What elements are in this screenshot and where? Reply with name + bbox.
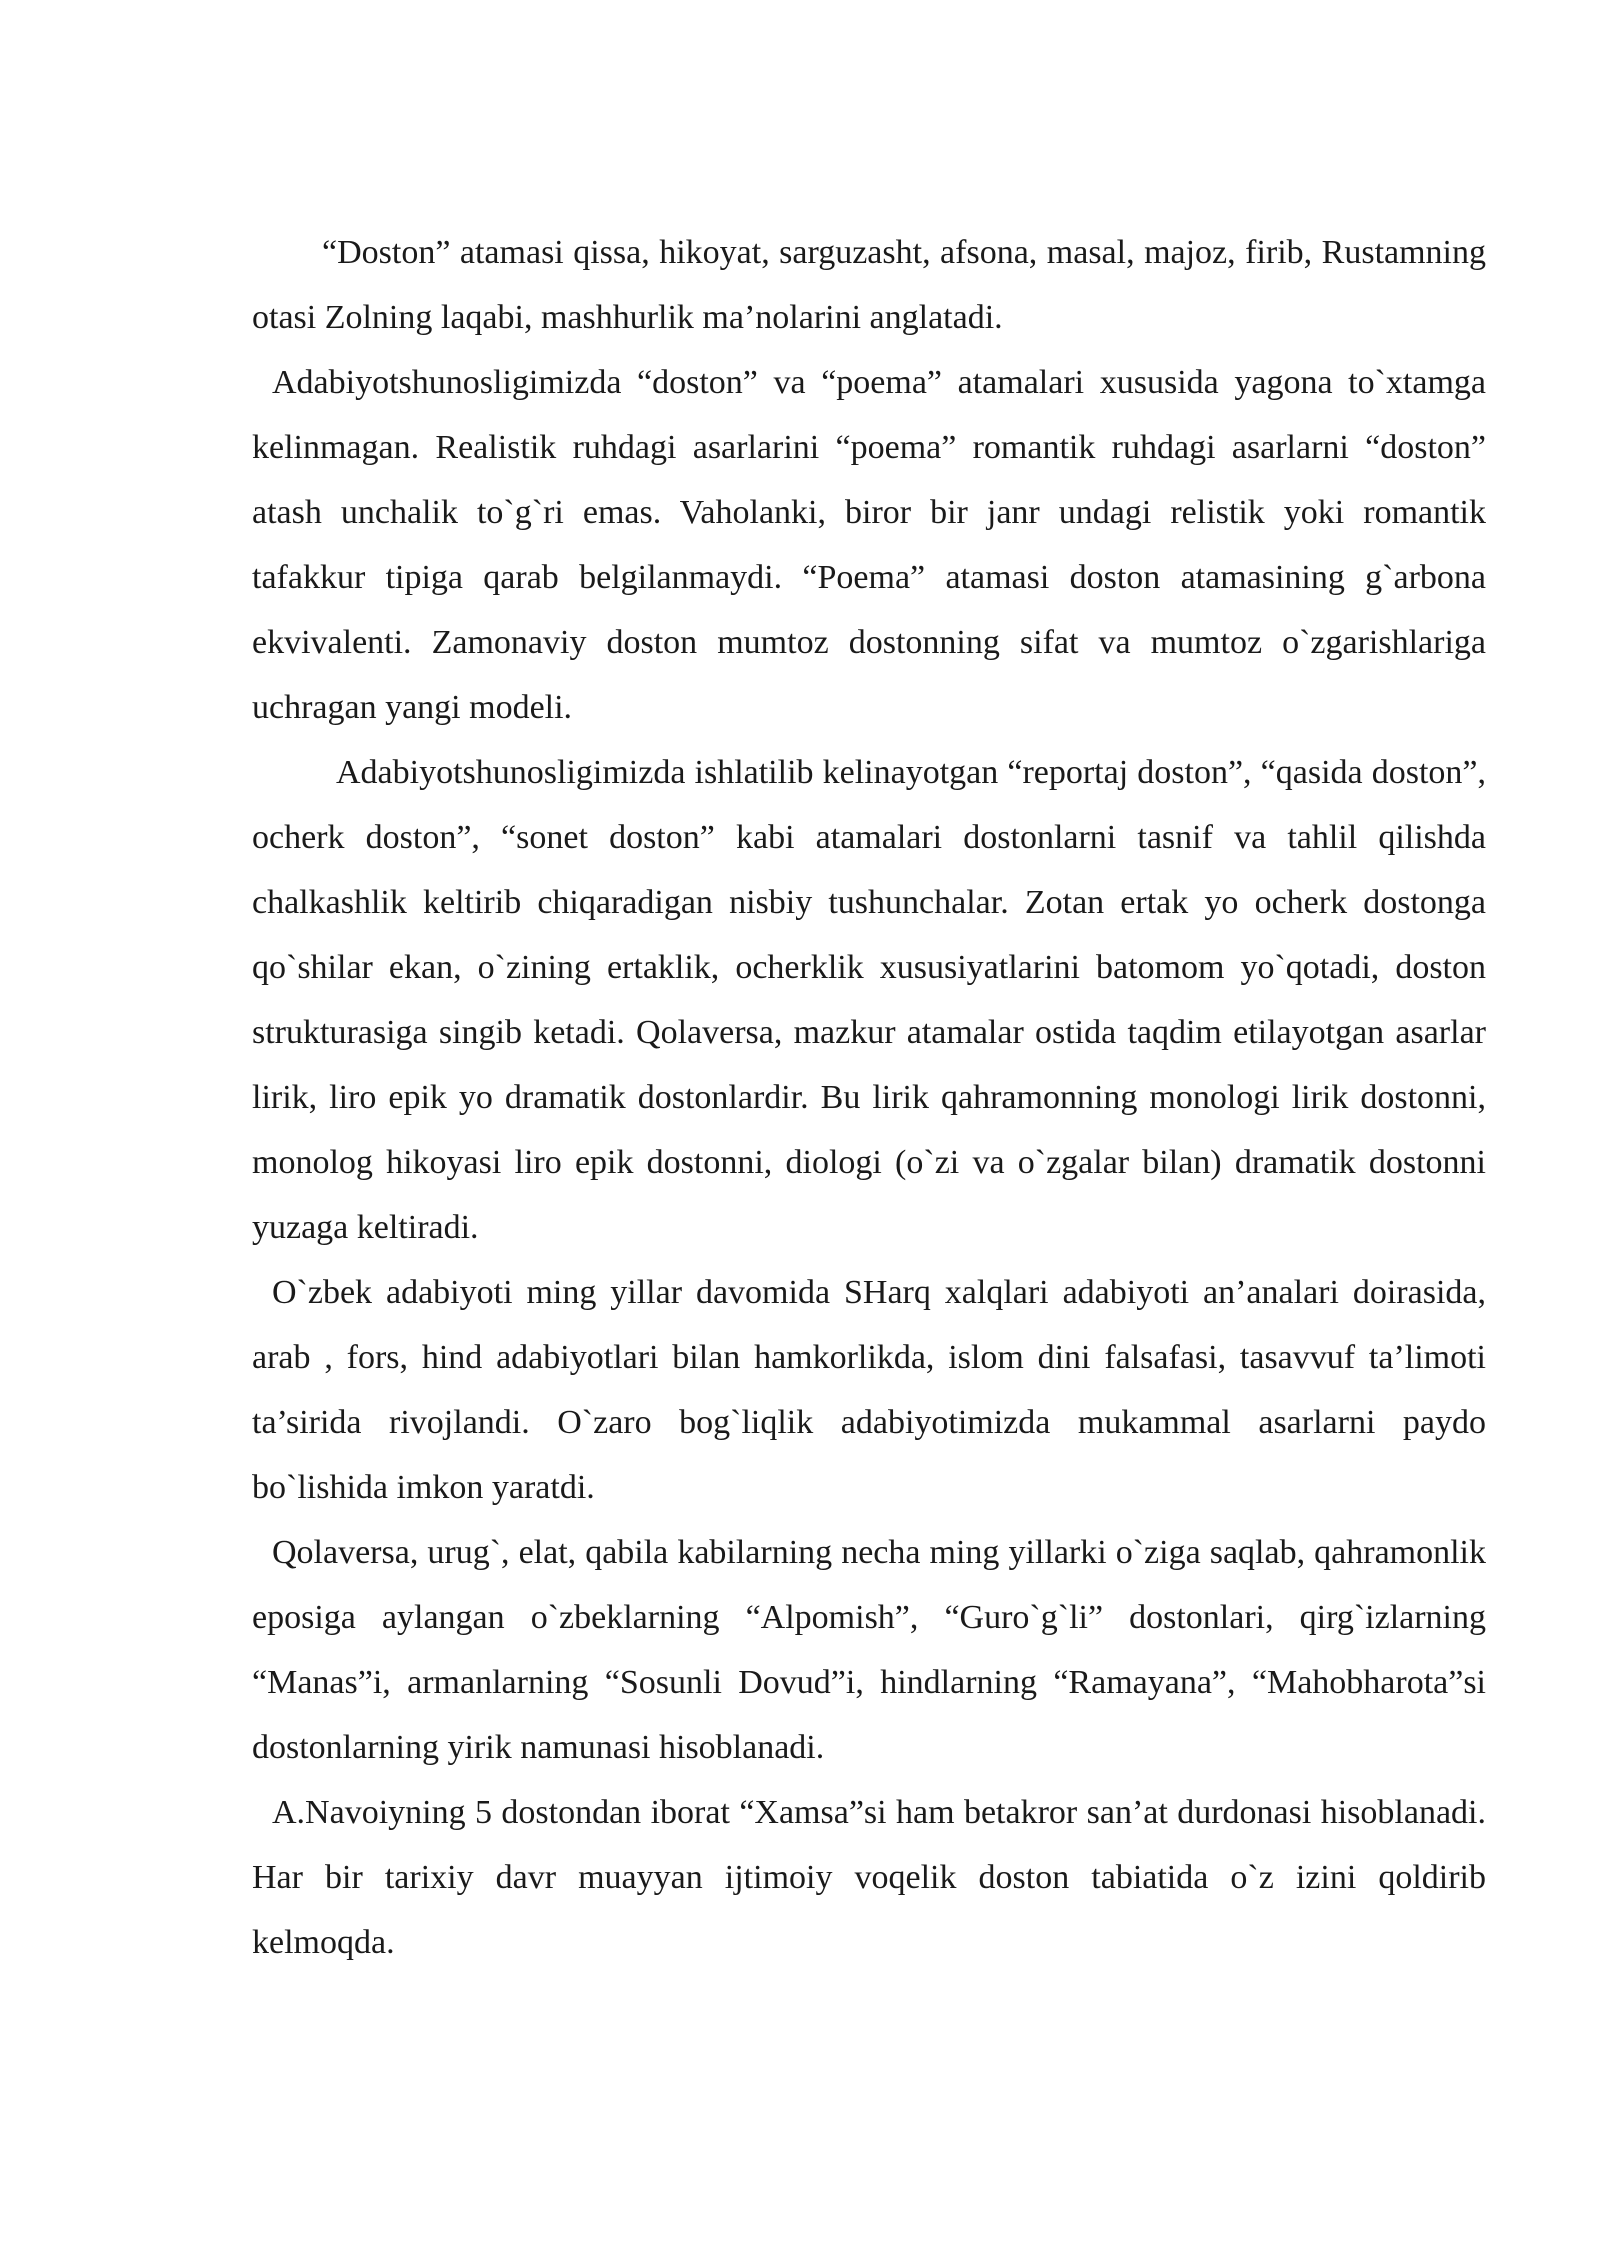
- paragraph-4: O`zbek adabiyoti ming yillar davomida SHarq xalqlari adabiyoti an’analari doirasida, arab , fors, hind adabiyotlari bilan hamkorlikda, islom dini falsafasi, tasavvuf ta’limoti ta’sirida rivojlandi. O`zaro bog`liqlik adabiyotimizda mukammal asarlarni paydo bo`lishida imkon yaratdi.: [252, 1274, 1486, 1506]
- document-body: [252, 220, 1486, 1975]
- paragraph-1: “Doston” atamasi qissa, hikoyat, sarguzasht, afsona, masal, majoz, firib, Rustamning otasi Zolning laqabi, mashhurlik ma’nolarini anglatadi.: [252, 234, 1486, 336]
- paragraph-6: A.Navoiyning 5 dostondan iborat “Xamsa”si ham betakror san’at durdonasi hisoblanadi. Har bir tarixiy davr muayyan ijtimoiy voqelik doston tabiatida o`z izini qoldirib kelmoqda.: [252, 1794, 1486, 1961]
- paragraph-2: Adabiyotshunosligimizda “doston” va “poema” atamalari xususida yagona to`xtamga kelinmagan. Realistik ruhdagi asarlarini “poema” romantik ruhdagi asarlarni “doston” atash unchalik to`g`ri emas. Vaholanki, biror bir janr undagi relistik yoki romantik tafakkur tipiga qarab belgilanmaydi. “Poema” atamasi doston atamasining g`arbona ekvivalenti. Zamonaviy doston mumtoz dostonning sifat va mumtoz o`zgarishlariga uchragan yangi modeli.: [252, 364, 1486, 726]
- paragraph-3: Adabiyotshunosligimizda ishlatilib kelinayotgan “reportaj doston”, “qasida doston”, ocherk doston”, “sonet doston” kabi atamalari dostonlarni tasnif va tahlil qilishda chalkashlik keltirib chiqaradigan nisbiy tushunchalar. Zotan ertak yo ocherk dostonga qo`shilar ekan, o`zining ertaklik, ocherklik xususiyatlarini batomom yo`qotadi, doston strukturasiga singib ketadi. Qolaversa, mazkur atamalar ostida taqdim etilayotgan asarlar lirik, liro epik yo dramatik dostonlardir. Bu lirik qahramonning monologi lirik dostonni, monolog hikoyasi liro epik dostonni, diologi (o`zi va o`zgalar bilan) dramatik dostonni yuzaga keltiradi.: [252, 754, 1486, 1246]
- paragraph-5: Qolaversa, urug`, elat, qabila kabilarning necha ming yillarki o`ziga saqlab, qahramonlik eposiga aylangan o`zbeklarning “Alpomish”, “Guro`g`li” dostonlari, qirg`izlarning “Manas”i, armanlarning “Sosunli Dovud”i, hindlarning “Ramayana”, “Mahobharota”si dostonlarning yirik namunasi hisoblanadi.: [252, 1534, 1486, 1766]
